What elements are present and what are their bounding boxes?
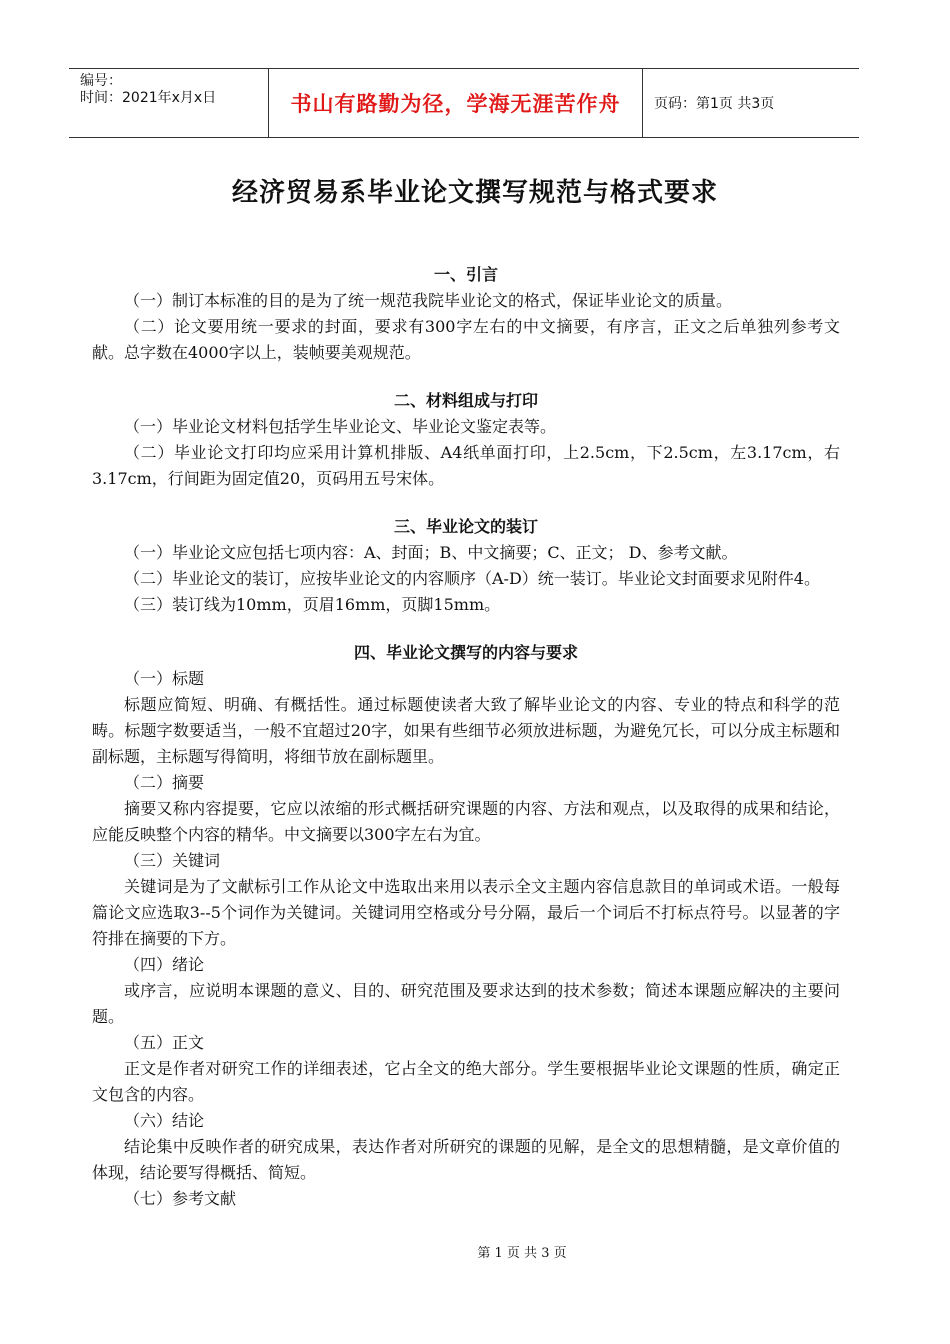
sub-heading-abstract: （二）摘要 — [124, 773, 205, 792]
section-heading-binding: 三、毕业论文的装订 — [393, 517, 538, 536]
header-table — [69, 68, 859, 138]
paragraph: 或序言，应说明本课题的意义、目的、研究范围及要求达到的技术参数；简述本课题应解决的主要问题。 — [92, 981, 840, 1026]
paragraph: （二）毕业论文打印均应采用计算机排版、A4纸单面打印，上2.5cm，下2.5cm，左3.17cm，右3.17cm，行间距为固定值20，页码用五号宋体。 — [92, 443, 840, 488]
section-heading-intro: 一、引言 — [433, 265, 498, 284]
paragraph: （一）毕业论文材料包括学生毕业论文、毕业论文鉴定表等。 — [124, 417, 557, 436]
paragraph: 标题应简短、明确、有概括性。通过标题使读者大致了解毕业论文的内容、专业的特点和科学的范畴。标题字数要适当，一般不宜超过20字，如果有些细节必须放进标题，为避免冗长，可以分成主标题和副标题，主标题写得简明，将细节放在副标题里。 — [92, 695, 840, 766]
paragraph: 正文是作者对研究工作的详细表述，它占全文的绝大部分。学生要根据毕业论文课题的性质，确定正文包含的内容。 — [92, 1059, 840, 1104]
paragraph: （二）毕业论文的装订，应按毕业论文的内容顺序（A-D）统一装订。毕业论文封面要求见附件4。 — [124, 569, 820, 588]
paragraph: （二）论文要用统一要求的封面，要求有300字左右的中文摘要，有序言，正文之后单独列参考文献。总字数在4000字以上，装帧要美观规范。 — [92, 317, 840, 362]
page-footer: 第 1 页 共 3 页 — [477, 1246, 567, 1261]
header-meta-cell — [69, 69, 269, 137]
sub-heading-keywords: （三）关键词 — [124, 851, 221, 870]
section-heading-materials: 二、材料组成与打印 — [393, 391, 538, 410]
paragraph: （一）制订本标准的目的是为了统一规范我院毕业论文的格式，保证毕业论文的质量。 — [124, 291, 733, 310]
paragraph: 关键词是为了文献标引工作从论文中选取出来用以表示全文主题内容信息款目的单词或术语。一般每篇论文应选取3--5个词作为关键词。关键词用空格或分号分隔，最后一个词后不打标点符号。以显著的字符排在摘要的下方。 — [92, 877, 840, 948]
sub-heading-main-text: （五）正文 — [124, 1033, 205, 1052]
header-page-cell — [643, 69, 859, 137]
section-heading-content: 四、毕业论文撰写的内容与要求 — [353, 643, 578, 662]
document-title: 经济贸易系毕业论文撰写规范与格式要求 — [231, 178, 718, 208]
paragraph: 摘要又称内容提要，它应以浓缩的形式概括研究课题的内容、方法和观点，以及取得的成果和结论，应能反映整个内容的精华。中文摘要以300字左右为宜。 — [92, 799, 840, 844]
header-motto-cell — [269, 69, 643, 137]
paragraph: （三）装订线为10mm，页眉16mm，页脚15mm。 — [124, 595, 501, 614]
sub-heading-conclusion: （六）结论 — [124, 1111, 205, 1130]
time-label: 时间：2021年x月x日 — [80, 90, 217, 106]
document-body — [92, 262, 840, 1212]
number-label: 编号： — [80, 73, 122, 89]
sub-heading-references: （七）参考文献 — [124, 1189, 237, 1208]
motto-text: 书山有路勤为径，学海无涯苦作舟 — [290, 92, 621, 116]
page-info: 页码：第1页 共3页 — [654, 96, 775, 112]
paragraph: 结论集中反映作者的研究成果，表达作者对所研究的课题的见解，是全文的思想精髓，是文章价值的体现，结论要写得概括、简短。 — [92, 1137, 840, 1182]
paragraph: （一）毕业论文应包括七项内容：A、封面；B、中文摘要；C、正文； D、参考文献。 — [124, 543, 738, 562]
sub-heading-title: （一）标题 — [124, 669, 205, 688]
sub-heading-introduction: （四）绪论 — [124, 955, 205, 974]
